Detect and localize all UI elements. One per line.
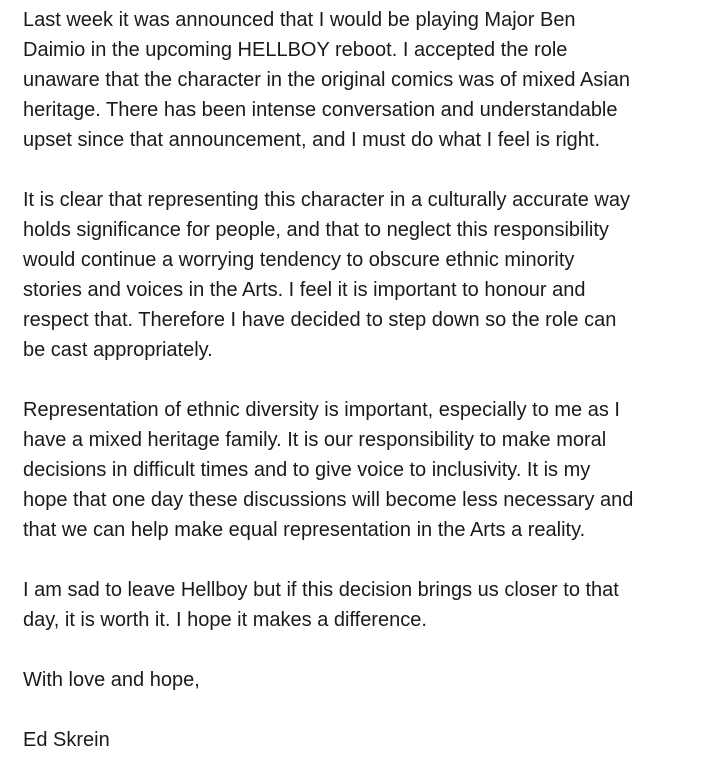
text-line: Representation of ethnic diversity is important, especially to me as I bbox=[23, 399, 620, 421]
text-line: upset since that announcement, and I must do what I feel is right. bbox=[23, 129, 601, 151]
text-line: holds significance for people, and that to neglect this responsibility bbox=[23, 219, 609, 241]
text-line: be cast appropriately. bbox=[23, 339, 213, 361]
text-line: have a mixed heritage family. It is our responsibility to make moral bbox=[23, 429, 607, 451]
text-line: that we can help make equal representation in the Arts a reality. bbox=[23, 519, 586, 541]
salutation-text: With love and hope, bbox=[23, 669, 200, 691]
statement-document bbox=[23, 5, 695, 755]
signature bbox=[23, 725, 695, 755]
text-line: hope that one day these discussions will become less necessary and bbox=[23, 489, 634, 511]
text-line: It is clear that representing this character in a culturally accurate way bbox=[23, 189, 630, 211]
paragraph-announcement bbox=[23, 5, 695, 155]
paragraph-decision bbox=[23, 185, 695, 365]
text-line: day, it is worth it. I hope it makes a difference. bbox=[23, 609, 427, 631]
closing-salutation bbox=[23, 665, 695, 695]
text-line: stories and voices in the Arts. I feel it is important to honour and bbox=[23, 279, 586, 301]
text-line: unaware that the character in the original comics was of mixed Asian bbox=[23, 69, 630, 91]
paragraph-farewell bbox=[23, 575, 695, 635]
text-line: I am sad to leave Hellboy but if this decision brings us closer to that bbox=[23, 579, 619, 601]
text-line: Daimio in the upcoming HELLBOY reboot. I accepted the role bbox=[23, 39, 568, 61]
text-line: respect that. Therefore I have decided to step down so the role can bbox=[23, 309, 617, 331]
text-line: decisions in difficult times and to give voice to inclusivity. It is my bbox=[23, 459, 591, 481]
text-line: heritage. There has been intense conversation and understandable bbox=[23, 99, 618, 121]
signature-name: Ed Skrein bbox=[23, 729, 110, 751]
text-line: Last week it was announced that I would be playing Major Ben bbox=[23, 9, 576, 31]
text-line: would continue a worrying tendency to obscure ethnic minority bbox=[23, 249, 575, 271]
paragraph-representation bbox=[23, 395, 695, 545]
